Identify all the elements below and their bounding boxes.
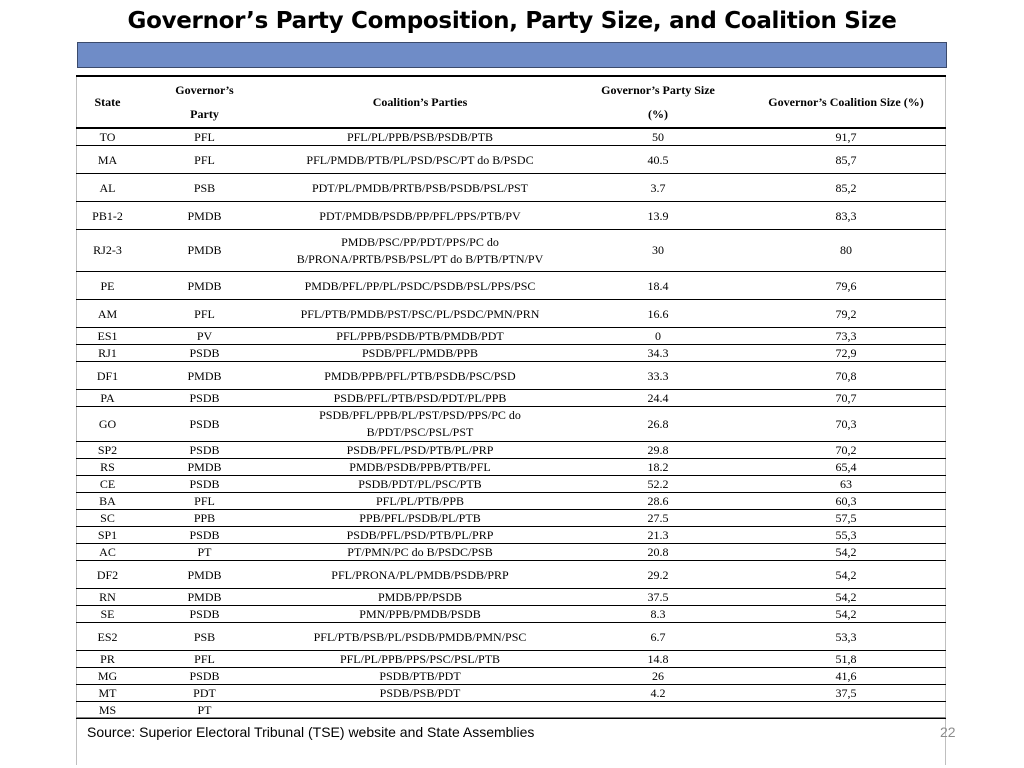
- cell-governors-party: PSDB: [139, 407, 270, 442]
- page-number: 22: [940, 724, 956, 740]
- cell-party-size: 26: [570, 668, 746, 685]
- cell-coalition-parties: PSDB/PFL/PPB/PL/PST/PSD/PPS/PC do B/PDT/PSC/PSL/PST: [270, 407, 570, 442]
- cell-coalition-parties: PSDB/PTB/PDT: [270, 668, 570, 685]
- table-row: [76, 623, 946, 651]
- cell-governors-party: PSB: [139, 174, 270, 202]
- cell-governors-party: PFL: [139, 300, 270, 328]
- cell-coalition-size: 54,2: [746, 589, 946, 606]
- cell-coalition-parties: PFL/PTB/PSB/PL/PSDB/PMDB/PMN/PSC: [270, 623, 570, 651]
- cell-state: AL: [76, 174, 139, 202]
- cell-coalition-parties: PSDB/PSB/PDT: [270, 685, 570, 702]
- cell-governors-party: PSDB: [139, 476, 270, 493]
- cell-coalition-size: 91,7: [746, 128, 946, 146]
- table-header-row: [76, 76, 946, 128]
- cell-party-size: 34.3: [570, 345, 746, 362]
- cell-coalition-size: 65,4: [746, 459, 946, 476]
- header-governors-party-line1: Governor’s: [175, 83, 234, 97]
- cell-party-size: 50: [570, 128, 746, 146]
- party-composition-table: [76, 75, 946, 719]
- cell-coalition-parties: PFL/PTB/PMDB/PST/PSC/PL/PSDC/PMN/PRN: [270, 300, 570, 328]
- cell-coalition-parties: PMDB/PP/PSDB: [270, 589, 570, 606]
- cell-coalition-parties: PPB/PFL/PSDB/PL/PTB: [270, 510, 570, 527]
- cell-governors-party: PSDB: [139, 668, 270, 685]
- table-row: [76, 202, 946, 230]
- cell-governors-party: PSDB: [139, 345, 270, 362]
- cell-party-size: 24.4: [570, 390, 746, 407]
- table-row: [76, 544, 946, 561]
- header-party-size-line1: Governor’s Party Size: [601, 83, 715, 97]
- cell-governors-party: PV: [139, 328, 270, 345]
- cell-party-size: 18.2: [570, 459, 746, 476]
- table-row: [76, 300, 946, 328]
- table-row: [76, 362, 946, 390]
- table-row: [76, 589, 946, 606]
- cell-coalition-parties: PSDB/PDT/PL/PSC/PTB: [270, 476, 570, 493]
- cell-governors-party: PMDB: [139, 272, 270, 300]
- cell-party-size: 29.8: [570, 442, 746, 459]
- cell-coalition-size: 70,3: [746, 407, 946, 442]
- table-row: [76, 606, 946, 623]
- cell-governors-party: PSDB: [139, 442, 270, 459]
- cell-state: RJ1: [76, 345, 139, 362]
- cell-party-size: 29.2: [570, 561, 746, 589]
- cell-coalition-parties: PMDB/PSC/PP/PDT/PPS/PC do B/PRONA/PRTB/PSB/PSL/PT do B/PTB/PTN/PV: [270, 230, 570, 272]
- slide-title: Governor’s Party Composition, Party Size, and Coalition Size: [127, 8, 897, 34]
- table-row: [76, 510, 946, 527]
- cell-state: RN: [76, 589, 139, 606]
- cell-governors-party: PT: [139, 702, 270, 719]
- cell-state: PE: [76, 272, 139, 300]
- cell-party-size: 14.8: [570, 651, 746, 668]
- cell-coalition-parties: PDT/PL/PMDB/PRTB/PSB/PSDB/PSL/PST: [270, 174, 570, 202]
- cell-state: PA: [76, 390, 139, 407]
- cell-party-size: 6.7: [570, 623, 746, 651]
- cell-party-size: 33.3: [570, 362, 746, 390]
- cell-coalition-parties: PFL/PRONA/PL/PMDB/PSDB/PRP: [270, 561, 570, 589]
- header-party-size-line2: (%): [648, 107, 668, 121]
- cell-party-size: 8.3: [570, 606, 746, 623]
- cell-party-size: 21.3: [570, 527, 746, 544]
- cell-party-size: 30: [570, 230, 746, 272]
- cell-state: AM: [76, 300, 139, 328]
- cell-state: SE: [76, 606, 139, 623]
- cell-governors-party: PMDB: [139, 459, 270, 476]
- cell-governors-party: PT: [139, 544, 270, 561]
- cell-governors-party: PMDB: [139, 561, 270, 589]
- cell-governors-party: PSB: [139, 623, 270, 651]
- cell-coalition-parties: PFL/PL/PTB/PPB: [270, 493, 570, 510]
- cell-coalition-parties: PMDB/PPB/PFL/PTB/PSDB/PSC/PSD: [270, 362, 570, 390]
- header-party-size: [570, 76, 746, 128]
- cell-coalition-parties: PSDB/PFL/PMDB/PPB: [270, 345, 570, 362]
- header-coalition-size: Governor’s Coalition Size (%): [746, 76, 946, 128]
- cell-governors-party: PFL: [139, 146, 270, 174]
- cell-state: PB1-2: [76, 202, 139, 230]
- cell-coalition-size: 85,7: [746, 146, 946, 174]
- table-row: [76, 493, 946, 510]
- header-band: [77, 42, 947, 68]
- cell-state: GO: [76, 407, 139, 442]
- table-row: [76, 407, 946, 442]
- table-row: [76, 390, 946, 407]
- cell-coalition-parties: PSDB/PFL/PSD/PTB/PL/PRP: [270, 442, 570, 459]
- table-row: [76, 442, 946, 459]
- cell-governors-party: PMDB: [139, 202, 270, 230]
- cell-coalition-size: 54,2: [746, 606, 946, 623]
- table-row: [76, 146, 946, 174]
- cell-state: CE: [76, 476, 139, 493]
- cell-party-size: 13.9: [570, 202, 746, 230]
- cell-state: MT: [76, 685, 139, 702]
- cell-coalition-size: 72,9: [746, 345, 946, 362]
- table-row: [76, 561, 946, 589]
- header-governors-party: [139, 76, 270, 128]
- table-row: [76, 685, 946, 702]
- cell-governors-party: PSDB: [139, 390, 270, 407]
- cell-coalition-size: 41,6: [746, 668, 946, 685]
- cell-party-size: 40.5: [570, 146, 746, 174]
- cell-state: SP1: [76, 527, 139, 544]
- cell-state: MG: [76, 668, 139, 685]
- cell-coalition-size: 79,6: [746, 272, 946, 300]
- cell-coalition-size: 70,7: [746, 390, 946, 407]
- cell-party-size: 27.5: [570, 510, 746, 527]
- source-note: Source: Superior Electoral Tribunal (TSE) website and State Assemblies: [87, 724, 535, 740]
- cell-coalition-parties: PFL/PPB/PSDB/PTB/PMDB/PDT: [270, 328, 570, 345]
- cell-party-size: 3.7: [570, 174, 746, 202]
- cell-state: DF2: [76, 561, 139, 589]
- table-row: [76, 272, 946, 300]
- cell-state: RJ2-3: [76, 230, 139, 272]
- table-row: [76, 702, 946, 719]
- cell-state: ES1: [76, 328, 139, 345]
- cell-coalition-size: 60,3: [746, 493, 946, 510]
- header-state: State: [76, 76, 139, 128]
- cell-coalition-parties: PMN/PPB/PMDB/PSDB: [270, 606, 570, 623]
- cell-party-size: 16.6: [570, 300, 746, 328]
- cell-state: SC: [76, 510, 139, 527]
- table-row: [76, 459, 946, 476]
- cell-governors-party: PMDB: [139, 362, 270, 390]
- cell-state: TO: [76, 128, 139, 146]
- table-body: [76, 128, 946, 719]
- cell-governors-party: PSDB: [139, 606, 270, 623]
- cell-coalition-size: 51,8: [746, 651, 946, 668]
- footer-divider: [76, 717, 946, 718]
- cell-coalition-size: 54,2: [746, 561, 946, 589]
- table-row: [76, 230, 946, 272]
- cell-coalition-size: 73,3: [746, 328, 946, 345]
- cell-coalition-size: 55,3: [746, 527, 946, 544]
- header-governors-party-line2: Party: [190, 107, 219, 121]
- cell-coalition-parties: PSDB/PFL/PSD/PTB/PL/PRP: [270, 527, 570, 544]
- cell-governors-party: PFL: [139, 651, 270, 668]
- cell-state: RS: [76, 459, 139, 476]
- cell-coalition-size: 57,5: [746, 510, 946, 527]
- table-row: [76, 328, 946, 345]
- cell-party-size: 0: [570, 328, 746, 345]
- cell-coalition-size: 54,2: [746, 544, 946, 561]
- cell-party-size: 4.2: [570, 685, 746, 702]
- cell-coalition-size: 37,5: [746, 685, 946, 702]
- cell-coalition-size: 70,2: [746, 442, 946, 459]
- cell-governors-party: PDT: [139, 685, 270, 702]
- table-row: [76, 174, 946, 202]
- cell-state: MS: [76, 702, 139, 719]
- cell-coalition-size: 79,2: [746, 300, 946, 328]
- cell-coalition-size: 83,3: [746, 202, 946, 230]
- cell-governors-party: PSDB: [139, 527, 270, 544]
- cell-coalition-parties: PDT/PMDB/PSDB/PP/PFL/PPS/PTB/PV: [270, 202, 570, 230]
- cell-state: PR: [76, 651, 139, 668]
- cell-coalition-size: 70,8: [746, 362, 946, 390]
- table-row: [76, 651, 946, 668]
- cell-state: SP2: [76, 442, 139, 459]
- cell-coalition-parties: PT/PMN/PC do B/PSDC/PSB: [270, 544, 570, 561]
- cell-governors-party: PMDB: [139, 589, 270, 606]
- cell-coalition-parties: [270, 702, 570, 719]
- cell-coalition-parties: PFL/PMDB/PTB/PL/PSD/PSC/PT do B/PSDC: [270, 146, 570, 174]
- cell-coalition-size: [746, 702, 946, 719]
- cell-state: DF1: [76, 362, 139, 390]
- table-row: [76, 668, 946, 685]
- cell-party-size: 18.4: [570, 272, 746, 300]
- cell-party-size: 26.8: [570, 407, 746, 442]
- cell-state: BA: [76, 493, 139, 510]
- cell-coalition-parties: PMDB/PFL/PP/PL/PSDC/PSDB/PSL/PPS/PSC: [270, 272, 570, 300]
- cell-party-size: 37.5: [570, 589, 746, 606]
- cell-party-size: 28.6: [570, 493, 746, 510]
- cell-party-size: 20.8: [570, 544, 746, 561]
- cell-coalition-parties: PSDB/PFL/PTB/PSD/PDT/PL/PPB: [270, 390, 570, 407]
- cell-governors-party: PMDB: [139, 230, 270, 272]
- cell-state: MA: [76, 146, 139, 174]
- cell-coalition-size: 85,2: [746, 174, 946, 202]
- cell-coalition-parties: PFL/PL/PPB/PSB/PSDB/PTB: [270, 128, 570, 146]
- cell-governors-party: PFL: [139, 128, 270, 146]
- cell-party-size: 52.2: [570, 476, 746, 493]
- cell-coalition-parties: PMDB/PSDB/PPB/PTB/PFL: [270, 459, 570, 476]
- cell-state: ES2: [76, 623, 139, 651]
- cell-governors-party: PFL: [139, 493, 270, 510]
- table-row: [76, 527, 946, 544]
- cell-governors-party: PPB: [139, 510, 270, 527]
- cell-coalition-size: 80: [746, 230, 946, 272]
- table-row: [76, 476, 946, 493]
- cell-coalition-size: 53,3: [746, 623, 946, 651]
- table-row: [76, 128, 946, 146]
- cell-state: AC: [76, 544, 139, 561]
- header-coalition-parties: Coalition’s Parties: [270, 76, 570, 128]
- cell-coalition-size: 63: [746, 476, 946, 493]
- cell-party-size: [570, 702, 746, 719]
- table-row: [76, 345, 946, 362]
- cell-coalition-parties: PFL/PL/PPB/PPS/PSC/PSL/PTB: [270, 651, 570, 668]
